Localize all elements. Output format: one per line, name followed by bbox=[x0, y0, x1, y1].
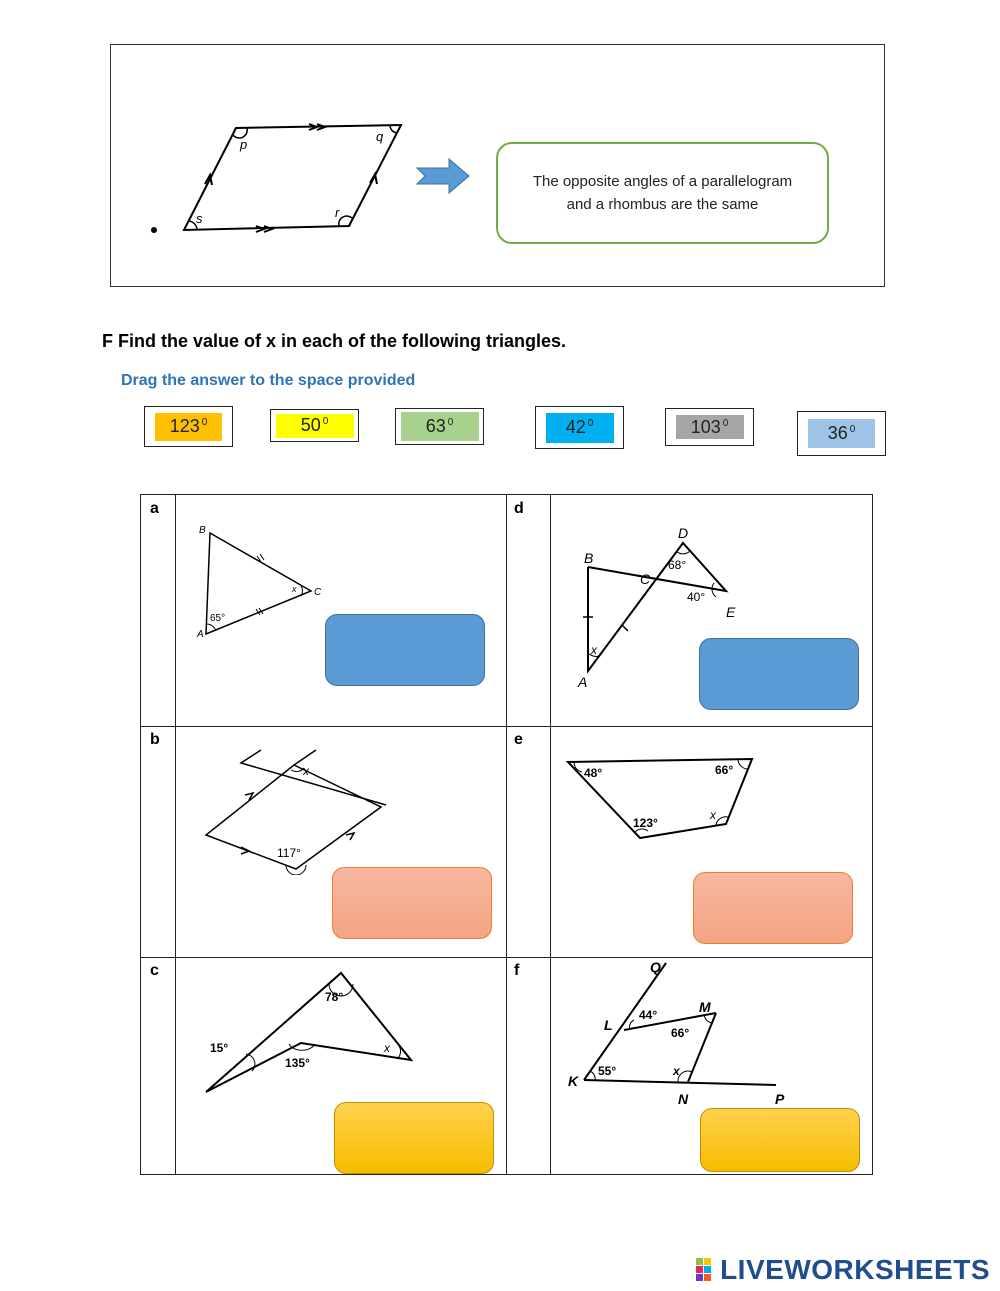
svg-text:78°: 78° bbox=[325, 990, 344, 1004]
drop-zone-b[interactable] bbox=[332, 867, 492, 939]
answer-chip-123[interactable] bbox=[144, 406, 233, 447]
question-letter-e: e bbox=[514, 731, 523, 748]
svg-text:Q: Q bbox=[650, 959, 661, 975]
svg-text:E: E bbox=[726, 604, 736, 620]
answer-value: 36 bbox=[827, 423, 848, 443]
note-line-2: and a rhombus are the same bbox=[566, 196, 759, 213]
svg-text:117°: 117° bbox=[277, 846, 301, 860]
label-s: s bbox=[196, 211, 203, 226]
svg-text:x: x bbox=[591, 643, 597, 657]
drop-zone-d[interactable] bbox=[699, 638, 859, 710]
answer-chip-50[interactable] bbox=[270, 409, 359, 442]
question-letter-c: c bbox=[150, 962, 159, 979]
parallelogram-shape bbox=[184, 125, 401, 230]
svg-text:B: B bbox=[199, 525, 206, 536]
svg-text:135°: 135° bbox=[285, 1056, 310, 1070]
logo-text: LIVEWORKSHEETS bbox=[720, 1254, 990, 1285]
svg-text:66°: 66° bbox=[715, 763, 734, 777]
svg-text:M: M bbox=[699, 999, 711, 1015]
drop-zone-f[interactable] bbox=[700, 1108, 860, 1172]
svg-text:x: x bbox=[292, 584, 297, 594]
note-line-1: The opposite angles of a parallelogram bbox=[532, 173, 793, 190]
degree-mark: 0 bbox=[722, 417, 729, 429]
question-grid bbox=[140, 494, 873, 1175]
figure-a bbox=[181, 517, 341, 647]
svg-text:66°: 66° bbox=[671, 1026, 690, 1040]
svg-text:x: x bbox=[384, 1041, 390, 1055]
label-q: q bbox=[376, 129, 384, 144]
figure-f bbox=[566, 958, 801, 1108]
svg-text:55°: 55° bbox=[598, 1064, 617, 1078]
answer-value: 42 bbox=[565, 417, 586, 437]
question-letter-f: f bbox=[514, 962, 520, 979]
svg-text:68°: 68° bbox=[668, 558, 687, 572]
liveworksheets-logo bbox=[696, 1254, 990, 1286]
question-letter-d: d bbox=[514, 500, 524, 517]
svg-text:C: C bbox=[314, 587, 322, 598]
label-r: r bbox=[335, 205, 340, 220]
answer-value: 50 bbox=[300, 415, 321, 435]
drop-zone-a[interactable] bbox=[325, 614, 485, 686]
bullet bbox=[151, 227, 157, 233]
svg-text:123°: 123° bbox=[633, 816, 658, 830]
svg-text:B: B bbox=[584, 550, 594, 566]
answer-chip-42[interactable] bbox=[535, 406, 624, 449]
drop-zone-c[interactable] bbox=[334, 1102, 494, 1174]
svg-text:A: A bbox=[578, 674, 588, 690]
question-letter-b: b bbox=[150, 731, 160, 748]
degree-mark: 0 bbox=[447, 417, 454, 428]
degree-mark: 0 bbox=[201, 417, 208, 428]
question-letter-a: a bbox=[150, 500, 159, 517]
svg-text:K: K bbox=[568, 1073, 579, 1089]
svg-text:48°: 48° bbox=[584, 766, 603, 780]
svg-text:A: A bbox=[197, 629, 204, 640]
figure-b bbox=[201, 745, 391, 875]
label-p: p bbox=[240, 137, 248, 152]
figure-e bbox=[566, 757, 761, 847]
svg-text:44°: 44° bbox=[639, 1008, 658, 1022]
svg-text:P: P bbox=[775, 1091, 785, 1107]
answer-value: 123 bbox=[169, 416, 200, 436]
right-arrow-icon bbox=[417, 159, 469, 193]
svg-text:x: x bbox=[673, 1064, 680, 1078]
drop-zone-e[interactable] bbox=[693, 872, 853, 944]
degree-mark: 0 bbox=[322, 416, 329, 427]
instruction-text: Drag the answer to the space provided bbox=[121, 372, 416, 389]
logo-icon bbox=[696, 1258, 720, 1282]
answer-value: 63 bbox=[425, 416, 446, 436]
svg-text:N: N bbox=[678, 1091, 689, 1107]
answer-value: 103 bbox=[690, 416, 721, 437]
degree-mark: 0 bbox=[849, 424, 856, 435]
svg-text:40°: 40° bbox=[687, 590, 706, 604]
note-callout bbox=[496, 142, 829, 244]
degree-mark: 0 bbox=[587, 418, 594, 429]
svg-text:x: x bbox=[303, 764, 309, 778]
svg-text:L: L bbox=[604, 1017, 613, 1033]
svg-text:15°: 15° bbox=[210, 1041, 229, 1055]
answer-chip-103[interactable] bbox=[665, 408, 754, 446]
svg-text:D: D bbox=[678, 525, 689, 541]
answer-chip-63[interactable] bbox=[395, 408, 484, 445]
section-heading: F Find the value of x in each of the following triangles. bbox=[102, 331, 567, 351]
svg-text:65°: 65° bbox=[210, 613, 226, 624]
answer-chip-36[interactable] bbox=[797, 411, 886, 456]
svg-text:C: C bbox=[640, 571, 651, 587]
svg-text:x: x bbox=[710, 808, 716, 822]
figure-c bbox=[201, 970, 431, 1100]
